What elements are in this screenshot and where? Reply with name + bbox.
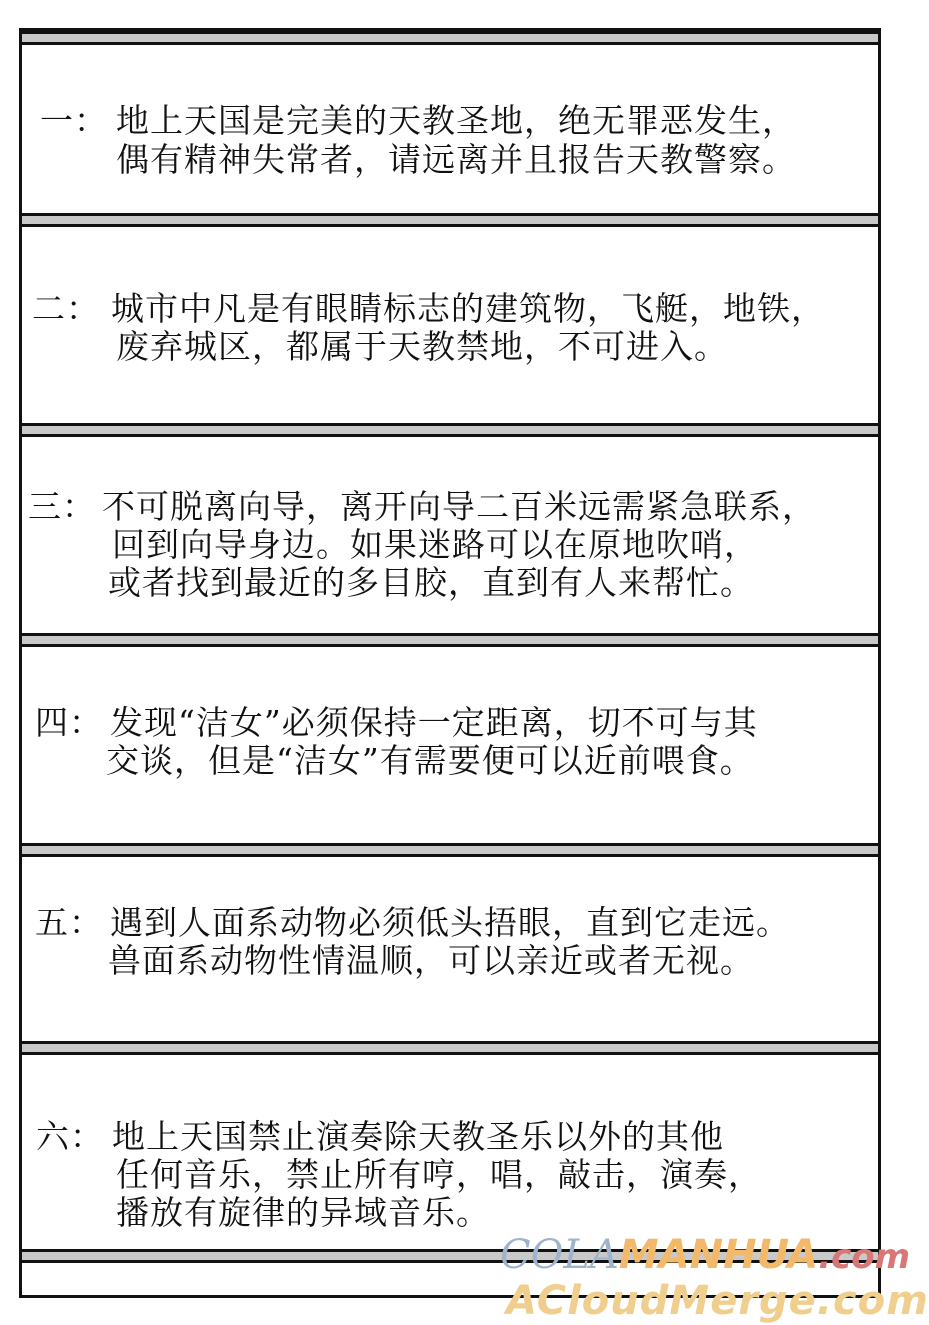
rule-line: 遇到人面系动物必须低头捂眼，直到它走远。 [110, 903, 790, 942]
rule-number: 四： [35, 703, 103, 742]
rule-line: 废弃城区，都属于天教禁地，不可进入。 [116, 327, 728, 366]
rule-line: 或者找到最近的多目胶，直到有人来帮忙。 [108, 563, 754, 602]
rule-line: 城市中凡是有眼睛标志的建筑物，飞艇，地铁， [111, 289, 825, 328]
watermark-cola-text: COLA [500, 1232, 619, 1278]
rule-panel-5 [22, 857, 878, 1041]
rule-line: 地上天国是完美的天教圣地，绝无罪恶发生， [116, 101, 796, 140]
rule-panel-2 [22, 227, 878, 423]
divider-band [22, 843, 878, 857]
rule-number: 五： [35, 903, 103, 942]
rule-number: 二： [32, 289, 100, 328]
divider-band [22, 633, 878, 647]
divider-band [22, 423, 878, 437]
rule-number: 六： [36, 1117, 104, 1156]
rule-line: 兽面系动物性情温顺，可以亲近或者无视。 [108, 941, 754, 980]
watermark-com-text: .com [818, 1237, 911, 1277]
rule-number: 一： [40, 101, 108, 140]
rule-panel-4 [22, 647, 878, 843]
watermark-colamanhua [500, 1232, 910, 1278]
rule-panel-6 [22, 1055, 878, 1249]
rule-line: 发现“洁女”必须保持一定距离，切不可与其 [110, 703, 758, 742]
rule-line: 交谈，但是“洁女”有需要便可以近前喂食。 [106, 741, 754, 780]
rule-panel-1 [22, 45, 878, 213]
rule-line: 播放有旋律的异域音乐。 [116, 1193, 490, 1232]
rule-line: 任何音乐，禁止所有哼，唱，敲击，演奏， [116, 1155, 762, 1194]
divider-band [22, 1041, 878, 1055]
rule-number: 三： [28, 487, 96, 526]
watermark-acloudmerge: ACloudMerge.com [506, 1278, 929, 1324]
rule-line: 不可脱离向导，离开向导二百米远需紧急联系， [102, 487, 816, 526]
rules-sheet [19, 28, 881, 1298]
divider-band [22, 213, 878, 227]
divider-band [22, 31, 878, 45]
rule-line: 地上天国禁止演奏除天教圣乐以外的其他 [112, 1117, 724, 1156]
rule-line: 回到向导身边。如果迷路可以在原地吹哨， [112, 525, 758, 564]
rule-line: 偶有精神失常者，请远离并且报告天教警察。 [116, 140, 796, 179]
watermark-manhua-text: MANHUA [618, 1232, 819, 1278]
rule-panel-3 [22, 437, 878, 633]
